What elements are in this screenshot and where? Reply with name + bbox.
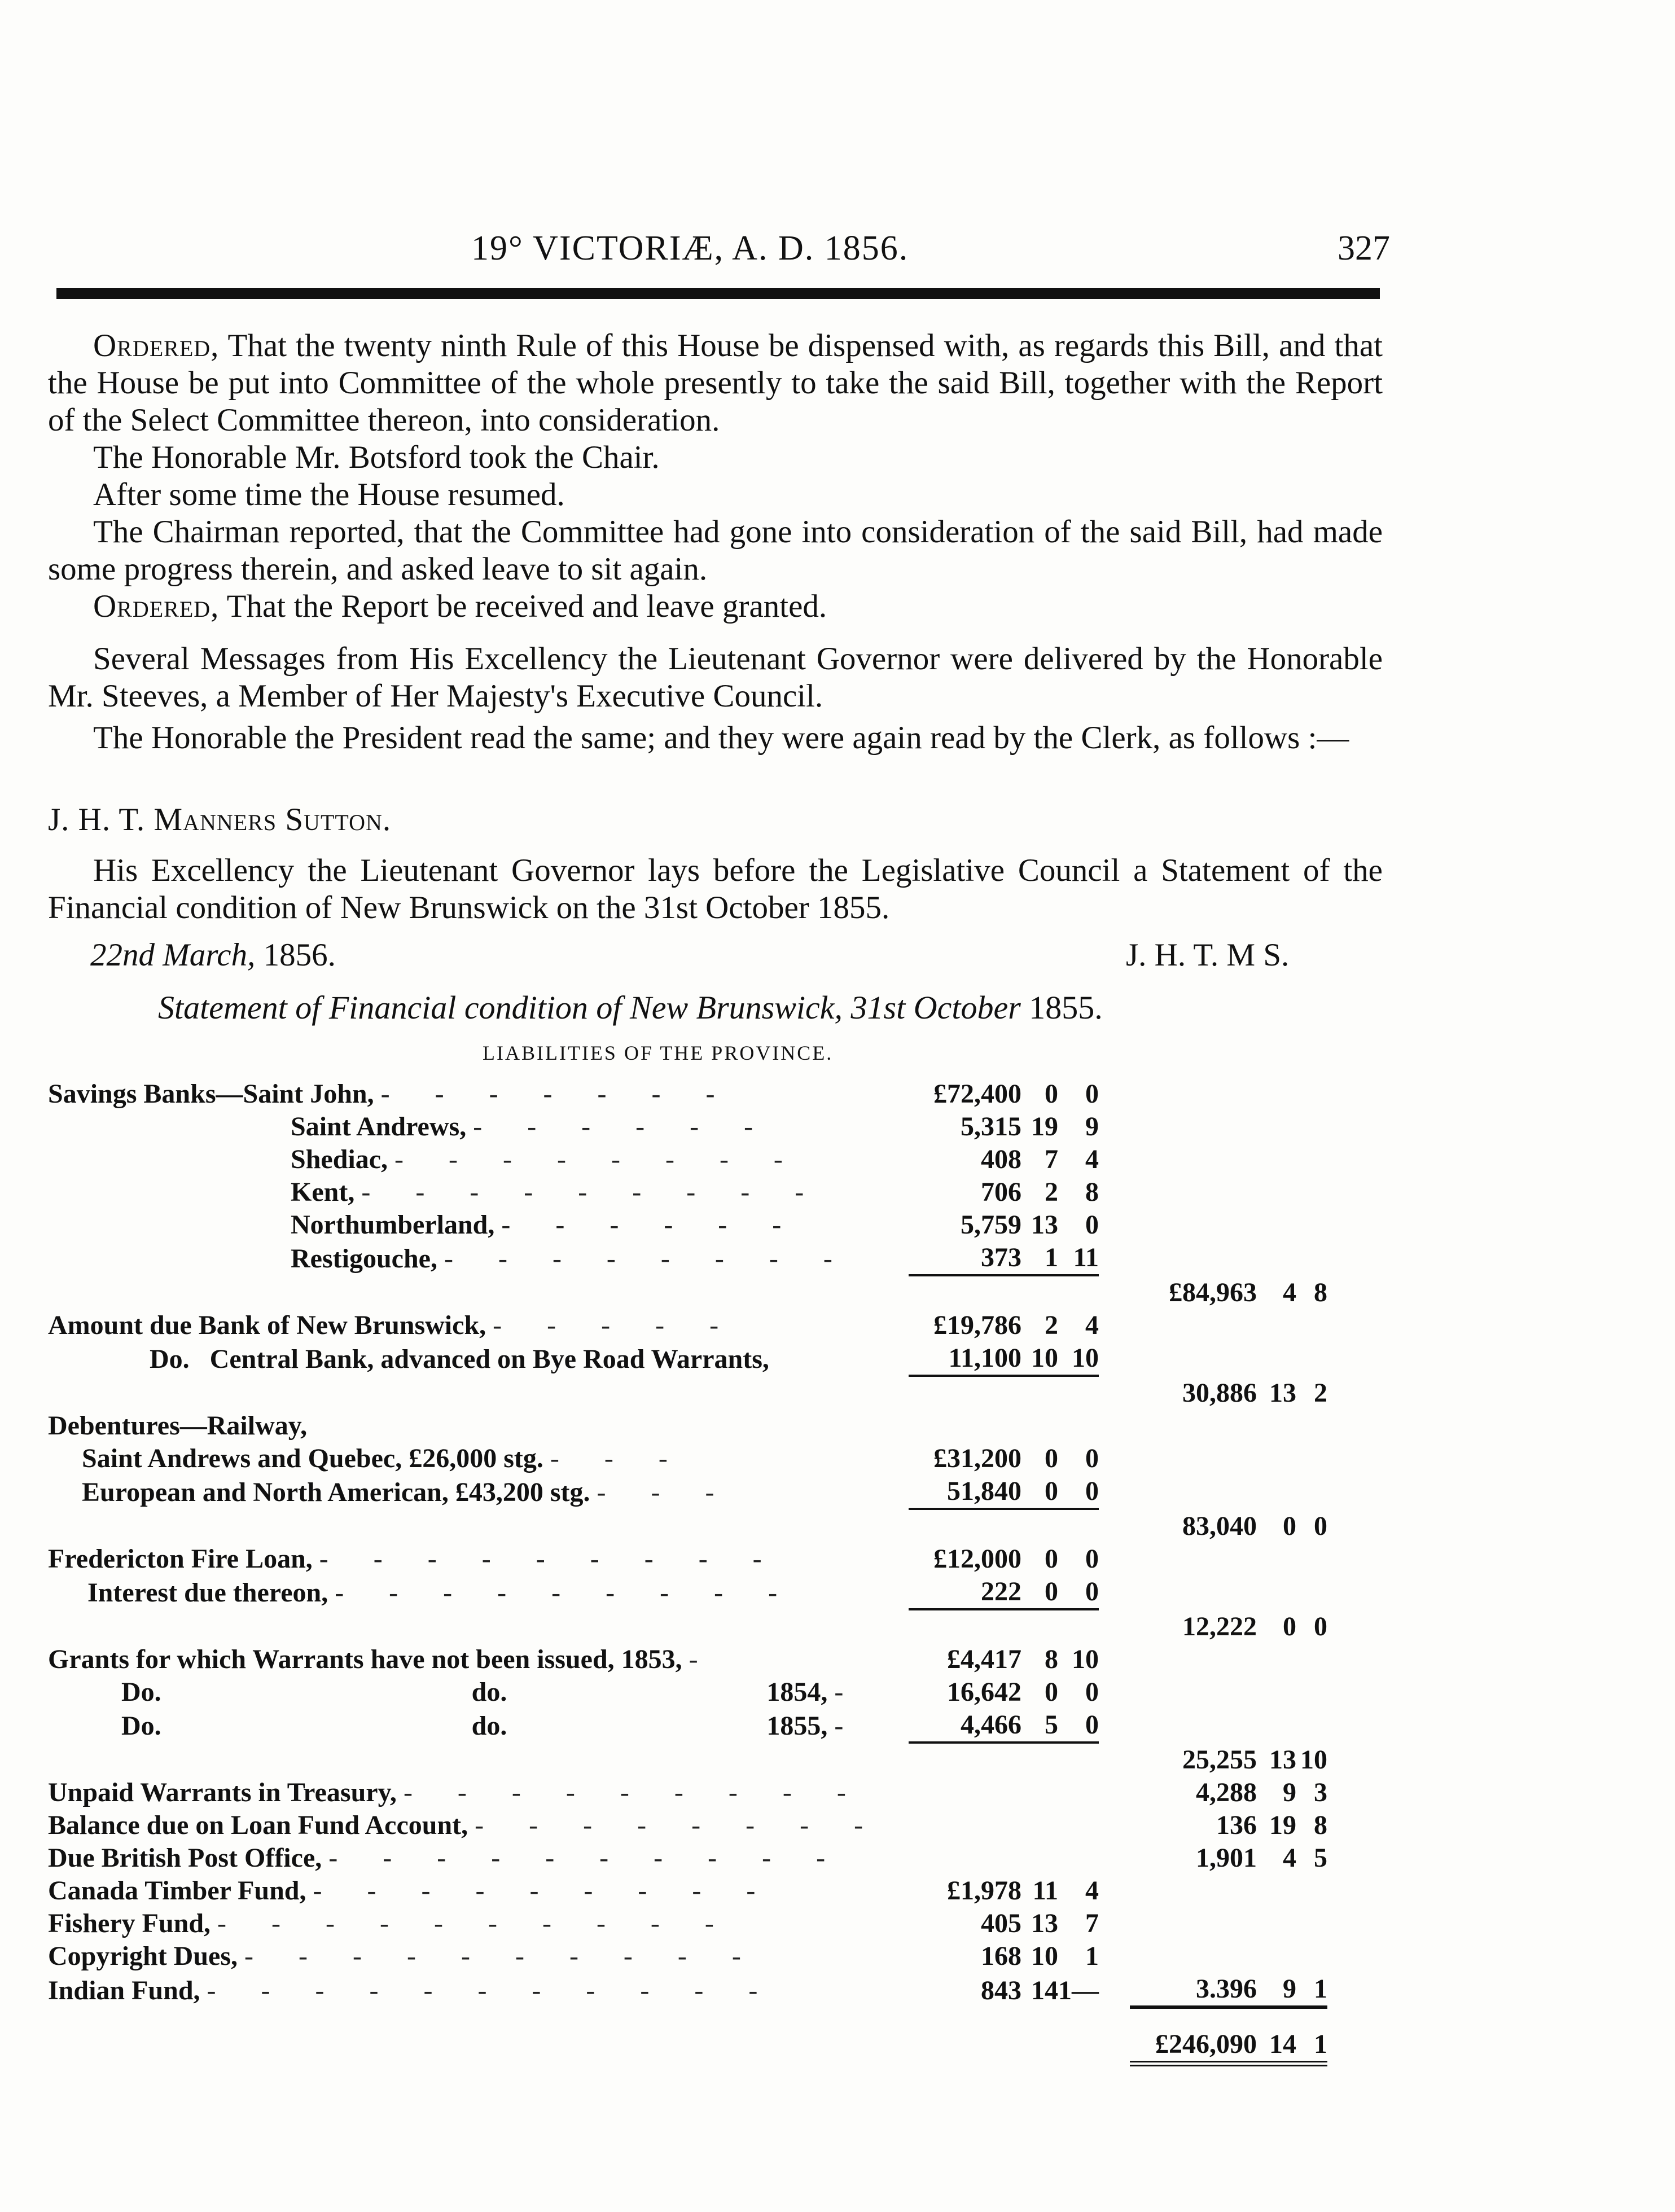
fishery-fund-label: Fishery Fund, — [48, 1908, 211, 1938]
row-label — [48, 1543, 909, 1575]
grants-year: 1855, — [766, 1711, 828, 1741]
kent-label: Kent, — [291, 1177, 355, 1207]
subtotal-shillings: 9 — [1283, 1974, 1296, 2004]
saint-andrews-label: Saint Andrews, — [291, 1112, 467, 1142]
amount-pence: 0 — [1085, 1677, 1099, 1707]
table-row — [48, 2007, 1327, 2028]
amount-pounds: £12,000 — [933, 1544, 1021, 1574]
table-row — [48, 1509, 1327, 1543]
leader-dots: - — [834, 1677, 863, 1707]
row-label — [48, 1475, 909, 1509]
messages-block — [48, 640, 1383, 757]
table-row — [48, 1709, 1327, 1743]
row-label — [48, 1111, 909, 1143]
amount-shillings: 14 — [1031, 1976, 1058, 2005]
subtotal-pence: 3 — [1314, 1778, 1327, 1807]
amount-pounds: 843 — [981, 1976, 1021, 2005]
leader-dots: - - - - - - - - - — [319, 1544, 781, 1574]
row-label — [48, 1907, 909, 1940]
amount-pounds: 168 — [981, 1941, 1021, 1971]
grand-total-pounds: £246,090 — [1130, 2028, 1257, 2064]
row-label — [48, 1809, 909, 1842]
message-date — [90, 937, 336, 973]
leader-dots: - - - - - - - - - - — [328, 1843, 845, 1873]
amount-pence: 8 — [1085, 1177, 1099, 1207]
leader-dots: - - - - - - - - — [394, 1144, 802, 1174]
ordered-text: That the Report be received and leave granted. — [226, 589, 827, 624]
subtotal-pence: 8 — [1314, 1810, 1327, 1840]
amount-shillings: 7 — [1045, 1144, 1058, 1174]
table-row — [48, 1973, 1327, 2007]
amount-pounds: £72,400 — [933, 1079, 1021, 1109]
amount-pence: 0 — [1085, 1710, 1099, 1740]
amount-shillings: 0 — [1045, 1544, 1058, 1574]
amount-pence: 10 — [1072, 1644, 1099, 1674]
amount-shillings: 2 — [1045, 1310, 1058, 1340]
amount-pounds: 408 — [981, 1144, 1021, 1174]
table-row — [48, 1309, 1327, 1342]
grants-do-small: do. — [471, 1711, 507, 1741]
amount-pence: 10 — [1072, 1343, 1099, 1373]
leader-dots: - — [834, 1711, 863, 1741]
leader-dots: - - - - - - - - - — [313, 1876, 775, 1906]
table-row — [48, 1940, 1327, 1973]
amount-pounds: 706 — [981, 1177, 1021, 1207]
table-row — [48, 1907, 1327, 1940]
amount-pounds: 373 — [981, 1243, 1021, 1272]
resumed-paragraph: After some time the House resumed. — [93, 477, 565, 512]
bank-nb-label: Amount due Bank of New Brunswick, — [48, 1310, 486, 1340]
northumberland-label: Northumberland, — [291, 1210, 495, 1240]
row-label — [48, 1176, 909, 1209]
subtotal-pounds: 3.396 — [1196, 1974, 1257, 2004]
central-do: Do. — [150, 1344, 190, 1374]
amount-pounds: 4,466 — [961, 1710, 1021, 1740]
amount-shillings: 11 — [1032, 1876, 1058, 1906]
leader-dots: - - - — [597, 1477, 734, 1507]
amount-pounds: £19,786 — [933, 1310, 1021, 1340]
amount-pence: 0 — [1085, 1210, 1099, 1240]
amount-pounds: £4,417 — [947, 1644, 1021, 1674]
leader-dots: - - - - - - - - - - — [244, 1941, 760, 1971]
page-header — [0, 229, 1675, 274]
row-label — [48, 1143, 909, 1176]
page-number: 327 — [1338, 229, 1390, 267]
ordered-lead: Ordered, — [93, 589, 220, 624]
subtotal-pence: 2 — [1314, 1378, 1327, 1408]
subtotal-shillings: 19 — [1269, 1810, 1296, 1840]
statement-title — [158, 989, 1103, 1026]
amount-pence: 0 — [1085, 1079, 1099, 1109]
leader-dots: - - - - - - - - - — [335, 1578, 797, 1608]
messages-paragraph: Several Messages from His Excellency the Lieutenant Governor were delivered by the Honorable Mr. Steeves, a Member of Her Majesty's Executive Council. — [48, 641, 1383, 714]
row-label — [48, 1209, 909, 1241]
excellency-paragraph: His Excellency the Lieutenant Governor lays before the Legislative Council a Statement of the Financial condition of New Brunswick on the 31st October 1855. — [48, 853, 1383, 925]
restigouche-label: Restigouche, — [291, 1244, 437, 1274]
header-rule — [56, 288, 1380, 299]
subtotal-pounds: 12,222 — [1182, 1612, 1257, 1642]
grants-do: Do. — [121, 1677, 161, 1707]
ordered-lead: Ordered, — [93, 328, 220, 363]
subtotal-pounds: 1,901 — [1196, 1843, 1257, 1873]
running-head: 19° VICTORIÆ, A. D. 1856. — [471, 229, 909, 267]
table-row — [48, 1842, 1327, 1875]
unpaid-label: Unpaid Warrants in Treasury, — [48, 1778, 397, 1807]
grand-total-row — [48, 2028, 1327, 2064]
table-row — [48, 1209, 1327, 1241]
chairman-report-paragraph: The Chairman reported, that the Committee had gone into consideration of the said Bill, had made some progress therein, and asked leave to sit again. — [48, 514, 1383, 587]
table-row — [48, 1676, 1327, 1709]
leader-dots: - - - - - - - - - - — [217, 1908, 733, 1938]
amount-pounds: 5,315 — [961, 1112, 1021, 1142]
amount-pence: 11 — [1073, 1243, 1099, 1272]
row-label — [48, 1709, 909, 1743]
amount-shillings: 1 — [1045, 1243, 1058, 1272]
amount-shillings: 13 — [1031, 1210, 1058, 1240]
amount-shillings: 0 — [1045, 1677, 1058, 1707]
table-row — [48, 1475, 1327, 1509]
row-label — [48, 1973, 909, 2007]
statement-subtitle: LIABILITIES OF THE PROVINCE. — [483, 1042, 834, 1064]
subtotal-pence: 10 — [1300, 1745, 1327, 1775]
amount-pounds: £31,200 — [933, 1443, 1021, 1473]
amount-shillings: 13 — [1031, 1908, 1058, 1938]
table-row — [48, 1575, 1327, 1609]
liabilities-table — [48, 1078, 1327, 2066]
statement-title-year: 1855. — [1029, 989, 1103, 1026]
subtotal-pounds: 83,040 — [1182, 1511, 1257, 1541]
table-row — [48, 1809, 1327, 1842]
amount-pence: 0 — [1085, 1443, 1099, 1473]
subtotal-pounds: 136 — [1216, 1810, 1257, 1840]
leader-dots: - - - - - - - - - - - — [207, 1976, 777, 2005]
amount-shillings: 2 — [1045, 1177, 1058, 1207]
amount-pence: 1— — [1058, 1976, 1099, 2005]
subtotal-shillings: 4 — [1283, 1278, 1296, 1307]
amount-pounds: 5,759 — [961, 1210, 1021, 1240]
row-label — [48, 1676, 909, 1709]
subtotal-pence: 1 — [1314, 1974, 1327, 2004]
table-row — [48, 1743, 1327, 1776]
proceedings-block — [48, 327, 1383, 625]
table-row — [48, 1176, 1327, 1209]
fire-loan-label: Fredericton Fire Loan, — [48, 1544, 313, 1574]
leader-dots: - - - - - - - - — [444, 1244, 852, 1274]
leader-dots: - - - - - - - - — [475, 1810, 883, 1840]
amount-pence: 0 — [1085, 1577, 1099, 1607]
table-row — [48, 1078, 1327, 1111]
row-label — [48, 1342, 909, 1376]
table-row — [48, 1776, 1327, 1809]
ordered-paragraph-2 — [48, 588, 1383, 625]
interest-label: Interest due thereon, — [87, 1578, 328, 1608]
row-label — [48, 1776, 909, 1809]
debentures-label: Debentures—Railway, — [48, 1411, 308, 1441]
leader-dots: - - - - - - — [473, 1112, 773, 1142]
subtotal-pounds: 30,886 — [1182, 1378, 1257, 1408]
amount-shillings: 0 — [1045, 1476, 1058, 1506]
leader-dots: - - - - - - — [501, 1210, 801, 1240]
leader-dots: - - - - - - - - - — [361, 1177, 823, 1207]
loan-fund-label: Balance due on Loan Fund Account, — [48, 1810, 468, 1840]
table-row — [48, 1442, 1327, 1475]
savings-banks-label: Savings Banks—Saint John, — [48, 1079, 374, 1109]
amount-pounds: 222 — [981, 1577, 1021, 1607]
amount-pence: 0 — [1085, 1544, 1099, 1574]
amount-shillings: 19 — [1031, 1112, 1058, 1142]
subtotal-shillings: 9 — [1283, 1778, 1296, 1807]
table-row — [48, 1543, 1327, 1575]
amount-pence: 0 — [1085, 1476, 1099, 1506]
row-label — [48, 1575, 909, 1609]
table-row — [48, 1143, 1327, 1176]
grants-do-small: do. — [471, 1677, 507, 1707]
leader-dots: - - - - - - - — [380, 1079, 734, 1109]
message-block — [48, 852, 1383, 927]
amount-pence: 4 — [1085, 1144, 1099, 1174]
row-label — [48, 1442, 909, 1475]
copyright-label: Copyright Dues, — [48, 1941, 238, 1971]
subtotal-pence: 8 — [1314, 1278, 1327, 1307]
sa-quebec-label: Saint Andrews and Quebec, £26,000 stg. — [82, 1443, 543, 1473]
amount-pounds: 16,642 — [947, 1677, 1021, 1707]
amount-shillings: 10 — [1031, 1343, 1058, 1373]
table-row — [48, 1342, 1327, 1376]
subtotal-pence: 0 — [1314, 1511, 1327, 1541]
subtotal-pence: 5 — [1314, 1843, 1327, 1873]
grants-label: Grants for which Warrants have not been issued, — [48, 1644, 615, 1674]
row-label — [48, 1842, 909, 1875]
table-row — [48, 1275, 1327, 1309]
row-label — [48, 1643, 909, 1676]
amount-pence: 9 — [1085, 1112, 1099, 1142]
table-row — [48, 1643, 1327, 1676]
amount-shillings: 10 — [1031, 1941, 1058, 1971]
amount-shillings: 0 — [1045, 1443, 1058, 1473]
indian-fund-label: Indian Fund, — [48, 1976, 200, 2005]
amount-pence: 4 — [1085, 1876, 1099, 1906]
amount-pounds: 405 — [981, 1908, 1021, 1938]
amount-shillings: 0 — [1045, 1079, 1058, 1109]
grants-year: 1854, — [766, 1677, 828, 1707]
grants-year: 1853, — [621, 1644, 682, 1674]
grand-total-pence: 1 — [1296, 2028, 1327, 2064]
chair-paragraph: The Honorable Mr. Botsford took the Chair. — [93, 440, 660, 475]
subtotal-shillings: 0 — [1283, 1511, 1296, 1541]
table-row — [48, 1241, 1327, 1275]
statement-title-italic: Statement of Financial condition of New Brunswick, 31st October — [158, 989, 1021, 1026]
president-paragraph: The Honorable the President read the same; and they were again read by the Clerk, as follows :— — [93, 720, 1349, 756]
central-bank-label: Central Bank, advanced on Bye Road Warrants, — [209, 1344, 769, 1374]
european-label: European and North American, £43,200 stg. — [82, 1477, 590, 1507]
subtotal-shillings: 4 — [1283, 1843, 1296, 1873]
amount-pence: 1 — [1085, 1941, 1099, 1971]
row-label — [48, 1241, 909, 1275]
ordered-paragraph-1 — [48, 327, 1383, 439]
subtotal-pounds: 25,255 — [1182, 1745, 1257, 1775]
leader-dots: - — [689, 1644, 717, 1674]
row-label — [48, 1875, 909, 1907]
leader-dots: - - - - - - - - - — [403, 1778, 865, 1807]
table-row — [48, 1410, 1327, 1442]
amount-pounds: 51,840 — [947, 1476, 1021, 1506]
date-year: 1856. — [263, 937, 336, 973]
amount-pounds: £1,978 — [947, 1876, 1021, 1906]
date-italic: 22nd March, — [90, 937, 256, 973]
amount-pence: 4 — [1085, 1310, 1099, 1340]
table-row — [48, 1376, 1327, 1410]
message-initials: J. H. T. M S. — [1126, 937, 1290, 973]
table-row — [48, 1609, 1327, 1643]
shediac-label: Shediac, — [291, 1144, 388, 1174]
subtotal-pounds: £84,963 — [1169, 1278, 1257, 1307]
subtotal-pounds: 4,288 — [1196, 1778, 1257, 1807]
amount-shillings: 0 — [1045, 1577, 1058, 1607]
row-label — [48, 1078, 909, 1111]
ordered-text: That the twenty ninth Rule of this House be dispensed with, as regards this Bill, and that the House be put into Committee of the whole presently to take the said Bill, together with the Report of the Select Committee thereon, into consideration. — [48, 328, 1383, 438]
leader-dots: - - - - - — [493, 1310, 738, 1340]
timber-fund-label: Canada Timber Fund, — [48, 1876, 306, 1906]
leader-dots: - - - — [550, 1443, 687, 1473]
amount-shillings: 5 — [1045, 1710, 1058, 1740]
row-label — [48, 1309, 909, 1342]
signatory-name: J. H. T. Manners Sutton. — [48, 802, 392, 837]
subtotal-pence: 0 — [1314, 1612, 1327, 1642]
subtotal-shillings: 0 — [1283, 1612, 1296, 1642]
signatory-block — [48, 801, 1383, 839]
grand-total-shillings: 14 — [1257, 2028, 1296, 2064]
subtotal-shillings: 13 — [1269, 1745, 1296, 1775]
amount-shillings: 8 — [1045, 1644, 1058, 1674]
grants-do: Do. — [121, 1711, 161, 1741]
post-office-label: Due British Post Office, — [48, 1843, 322, 1873]
row-label — [48, 1940, 909, 1973]
amount-pence: 7 — [1085, 1908, 1099, 1938]
subtotal-shillings: 13 — [1269, 1378, 1296, 1408]
table-row — [48, 1875, 1327, 1907]
table-row — [48, 1111, 1327, 1143]
amount-pounds: 11,100 — [948, 1343, 1021, 1373]
